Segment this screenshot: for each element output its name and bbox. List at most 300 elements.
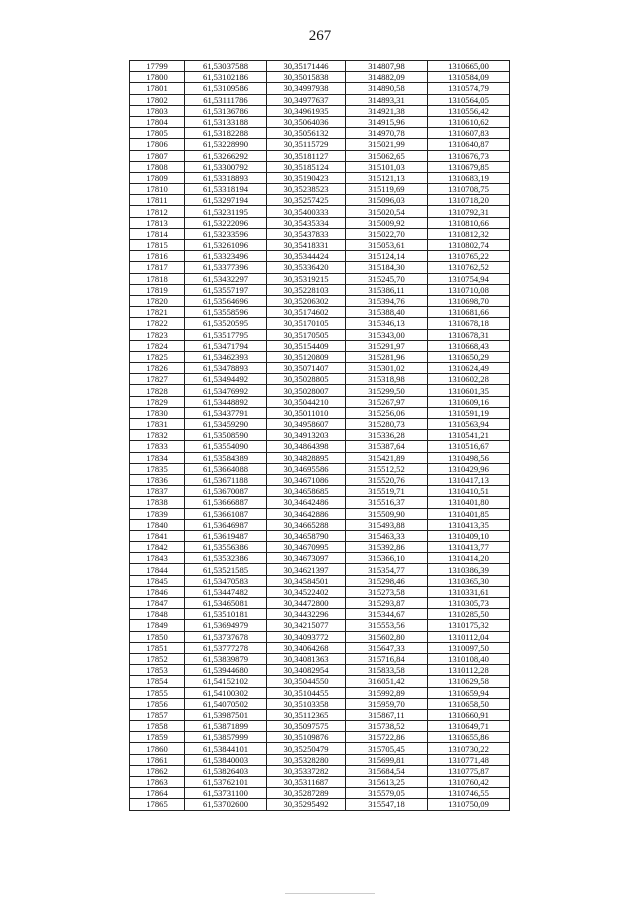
point-number-cell: 17822 <box>130 318 185 329</box>
longitude-cell: 30,34064268 <box>267 642 346 653</box>
y-coordinate-cell: 1310417,13 <box>428 474 510 485</box>
x-coordinate-cell: 314807,98 <box>346 61 428 72</box>
point-number-cell: 17818 <box>130 273 185 284</box>
x-coordinate-cell: 315021,99 <box>346 139 428 150</box>
longitude-cell: 30,35185124 <box>267 161 346 172</box>
point-number-cell: 17801 <box>130 83 185 94</box>
x-coordinate-cell: 315959,70 <box>346 698 428 709</box>
y-coordinate-cell: 1310563,94 <box>428 419 510 430</box>
point-number-cell: 17804 <box>130 116 185 127</box>
table-row <box>130 251 510 262</box>
table-row <box>130 754 510 765</box>
point-number-cell: 17826 <box>130 363 185 374</box>
table-row <box>130 486 510 497</box>
x-coordinate-cell: 315520,76 <box>346 474 428 485</box>
latitude-cell: 61,53297194 <box>185 195 267 206</box>
point-number-cell: 17864 <box>130 788 185 799</box>
y-coordinate-cell: 1310305,73 <box>428 598 510 609</box>
y-coordinate-cell: 1310659,94 <box>428 687 510 698</box>
longitude-cell: 30,34081363 <box>267 653 346 664</box>
table-row <box>130 340 510 351</box>
table-row <box>130 83 510 94</box>
y-coordinate-cell: 1310410,51 <box>428 486 510 497</box>
latitude-cell: 61,53478893 <box>185 363 267 374</box>
y-coordinate-cell: 1310414,20 <box>428 553 510 564</box>
table-row <box>130 598 510 609</box>
latitude-cell: 61,54070502 <box>185 698 267 709</box>
x-coordinate-cell: 315062,65 <box>346 150 428 161</box>
y-coordinate-cell: 1310331,61 <box>428 586 510 597</box>
longitude-cell: 30,34658685 <box>267 486 346 497</box>
y-coordinate-cell: 1310640,87 <box>428 139 510 150</box>
longitude-cell: 30,35257425 <box>267 195 346 206</box>
point-number-cell: 17841 <box>130 530 185 541</box>
latitude-cell: 61,53494492 <box>185 374 267 385</box>
latitude-cell: 61,53694979 <box>185 620 267 631</box>
y-coordinate-cell: 1310386,39 <box>428 564 510 575</box>
x-coordinate-cell: 315245,70 <box>346 273 428 284</box>
y-coordinate-cell: 1310810,66 <box>428 217 510 228</box>
longitude-cell: 30,34828895 <box>267 452 346 463</box>
latitude-cell: 61,53646987 <box>185 519 267 530</box>
y-coordinate-cell: 1310679,85 <box>428 161 510 172</box>
latitude-cell: 61,53670087 <box>185 486 267 497</box>
x-coordinate-cell: 315705,45 <box>346 743 428 754</box>
table-row <box>130 307 510 318</box>
longitude-cell: 30,35437833 <box>267 228 346 239</box>
longitude-cell: 30,34472800 <box>267 598 346 609</box>
point-number-cell: 17838 <box>130 497 185 508</box>
x-coordinate-cell: 315992,89 <box>346 687 428 698</box>
latitude-cell: 61,53231195 <box>185 206 267 217</box>
x-coordinate-cell: 316051,42 <box>346 676 428 687</box>
table-row <box>130 172 510 183</box>
point-number-cell: 17865 <box>130 799 185 810</box>
latitude-cell: 61,53266292 <box>185 150 267 161</box>
y-coordinate-cell: 1310413,77 <box>428 542 510 553</box>
latitude-cell: 61,53432297 <box>185 273 267 284</box>
point-number-cell: 17849 <box>130 620 185 631</box>
table-row <box>130 217 510 228</box>
point-number-cell: 17828 <box>130 385 185 396</box>
x-coordinate-cell: 315366,10 <box>346 553 428 564</box>
y-coordinate-cell: 1310610,62 <box>428 116 510 127</box>
longitude-cell: 30,34913203 <box>267 430 346 441</box>
point-number-cell: 17830 <box>130 407 185 418</box>
y-coordinate-cell: 1310175,32 <box>428 620 510 631</box>
y-coordinate-cell: 1310112,04 <box>428 631 510 642</box>
table-row <box>130 665 510 676</box>
x-coordinate-cell: 314970,78 <box>346 128 428 139</box>
latitude-cell: 61,53664088 <box>185 463 267 474</box>
point-number-cell: 17799 <box>130 61 185 72</box>
x-coordinate-cell: 315299,50 <box>346 385 428 396</box>
table-row <box>130 419 510 430</box>
latitude-cell: 61,53558596 <box>185 307 267 318</box>
longitude-cell: 30,34522402 <box>267 586 346 597</box>
latitude-cell: 61,53564696 <box>185 295 267 306</box>
table-row <box>130 318 510 329</box>
longitude-cell: 30,34977637 <box>267 94 346 105</box>
x-coordinate-cell: 315547,18 <box>346 799 428 810</box>
latitude-cell: 61,53944680 <box>185 665 267 676</box>
latitude-cell: 61,53459290 <box>185 419 267 430</box>
x-coordinate-cell: 315280,73 <box>346 419 428 430</box>
table-row <box>130 564 510 575</box>
y-coordinate-cell: 1310660,91 <box>428 709 510 720</box>
point-number-cell: 17832 <box>130 430 185 441</box>
table-row <box>130 553 510 564</box>
point-number-cell: 17839 <box>130 508 185 519</box>
y-coordinate-cell: 1310668,43 <box>428 340 510 351</box>
x-coordinate-cell: 314915,96 <box>346 116 428 127</box>
point-number-cell: 17816 <box>130 251 185 262</box>
y-coordinate-cell: 1310541,21 <box>428 430 510 441</box>
longitude-cell: 30,35044550 <box>267 676 346 687</box>
table-row <box>130 195 510 206</box>
latitude-cell: 61,53476992 <box>185 385 267 396</box>
x-coordinate-cell: 315354,77 <box>346 564 428 575</box>
table-row <box>130 262 510 273</box>
point-number-cell: 17861 <box>130 754 185 765</box>
longitude-cell: 30,35071407 <box>267 363 346 374</box>
point-number-cell: 17835 <box>130 463 185 474</box>
point-number-cell: 17821 <box>130 307 185 318</box>
y-coordinate-cell: 1310516,67 <box>428 441 510 452</box>
latitude-cell: 61,53470583 <box>185 575 267 586</box>
point-number-cell: 17823 <box>130 329 185 340</box>
table-row <box>130 396 510 407</box>
x-coordinate-cell: 315553,56 <box>346 620 428 631</box>
table-row <box>130 631 510 642</box>
y-coordinate-cell: 1310655,86 <box>428 732 510 743</box>
table-row <box>130 116 510 127</box>
page-number: 267 <box>308 28 332 44</box>
point-number-cell: 17843 <box>130 553 185 564</box>
longitude-cell: 30,34673097 <box>267 553 346 564</box>
table-row <box>130 94 510 105</box>
table-row <box>130 228 510 239</box>
x-coordinate-cell: 315738,52 <box>346 721 428 732</box>
x-coordinate-cell: 315699,81 <box>346 754 428 765</box>
longitude-cell: 30,35228103 <box>267 284 346 295</box>
point-number-cell: 17817 <box>130 262 185 273</box>
table-row <box>130 329 510 340</box>
y-coordinate-cell: 1310365,30 <box>428 575 510 586</box>
latitude-cell: 61,53826403 <box>185 765 267 776</box>
y-coordinate-cell: 1310730,22 <box>428 743 510 754</box>
point-number-cell: 17810 <box>130 184 185 195</box>
x-coordinate-cell: 315394,76 <box>346 295 428 306</box>
latitude-cell: 61,53517795 <box>185 329 267 340</box>
longitude-cell: 30,34658790 <box>267 530 346 541</box>
x-coordinate-cell: 315096,03 <box>346 195 428 206</box>
point-number-cell: 17806 <box>130 139 185 150</box>
latitude-cell: 61,53857999 <box>185 732 267 743</box>
x-coordinate-cell: 315336,28 <box>346 430 428 441</box>
x-coordinate-cell: 315613,25 <box>346 777 428 788</box>
latitude-cell: 61,53987501 <box>185 709 267 720</box>
latitude-cell: 61,53508590 <box>185 430 267 441</box>
y-coordinate-cell: 1310683,19 <box>428 172 510 183</box>
point-number-cell: 17820 <box>130 295 185 306</box>
point-number-cell: 17802 <box>130 94 185 105</box>
x-coordinate-cell: 315256,06 <box>346 407 428 418</box>
y-coordinate-cell: 1310584,09 <box>428 72 510 83</box>
y-coordinate-cell: 1310678,18 <box>428 318 510 329</box>
point-number-cell: 17834 <box>130 452 185 463</box>
x-coordinate-cell: 315273,58 <box>346 586 428 597</box>
table-row <box>130 407 510 418</box>
table-row <box>130 508 510 519</box>
latitude-cell: 61,53556386 <box>185 542 267 553</box>
latitude-cell: 61,53318194 <box>185 184 267 195</box>
longitude-cell: 30,35181127 <box>267 150 346 161</box>
table-row <box>130 676 510 687</box>
longitude-cell: 30,34082954 <box>267 665 346 676</box>
longitude-cell: 30,35109876 <box>267 732 346 743</box>
x-coordinate-cell: 315516,37 <box>346 497 428 508</box>
latitude-cell: 61,53462393 <box>185 351 267 362</box>
x-coordinate-cell: 315602,80 <box>346 631 428 642</box>
point-number-cell: 17851 <box>130 642 185 653</box>
table-row <box>130 519 510 530</box>
longitude-cell: 30,35287289 <box>267 788 346 799</box>
x-coordinate-cell: 315293,87 <box>346 598 428 609</box>
table-row <box>130 72 510 83</box>
latitude-cell: 61,53839879 <box>185 653 267 664</box>
point-number-cell: 17848 <box>130 609 185 620</box>
longitude-cell: 30,35154409 <box>267 340 346 351</box>
scan-artifact-line <box>285 893 375 894</box>
table-row <box>130 295 510 306</box>
point-number-cell: 17814 <box>130 228 185 239</box>
latitude-cell: 61,53521585 <box>185 564 267 575</box>
y-coordinate-cell: 1310775,87 <box>428 765 510 776</box>
longitude-cell: 30,34961935 <box>267 105 346 116</box>
table-row <box>130 777 510 788</box>
latitude-cell: 61,53233596 <box>185 228 267 239</box>
y-coordinate-cell: 1310746,55 <box>428 788 510 799</box>
latitude-cell: 61,53102186 <box>185 72 267 83</box>
x-coordinate-cell: 315343,00 <box>346 329 428 340</box>
table-row <box>130 463 510 474</box>
longitude-cell: 30,35400333 <box>267 206 346 217</box>
table-row <box>130 474 510 485</box>
y-coordinate-cell: 1310678,31 <box>428 329 510 340</box>
longitude-cell: 30,35337282 <box>267 765 346 776</box>
point-number-cell: 17811 <box>130 195 185 206</box>
longitude-cell: 30,35336420 <box>267 262 346 273</box>
latitude-cell: 61,53471794 <box>185 340 267 351</box>
point-number-cell: 17831 <box>130 419 185 430</box>
y-coordinate-cell: 1310429,96 <box>428 463 510 474</box>
table-row <box>130 743 510 754</box>
longitude-cell: 30,34997938 <box>267 83 346 94</box>
longitude-cell: 30,34093772 <box>267 631 346 642</box>
x-coordinate-cell: 315009,92 <box>346 217 428 228</box>
point-number-cell: 17856 <box>130 698 185 709</box>
x-coordinate-cell: 315022,70 <box>346 228 428 239</box>
point-number-cell: 17863 <box>130 777 185 788</box>
y-coordinate-cell: 1310601,35 <box>428 385 510 396</box>
table-row <box>130 273 510 284</box>
latitude-cell: 61,53844101 <box>185 743 267 754</box>
y-coordinate-cell: 1310629,58 <box>428 676 510 687</box>
longitude-cell: 30,35295492 <box>267 799 346 810</box>
x-coordinate-cell: 315344,67 <box>346 609 428 620</box>
table-row <box>130 128 510 139</box>
point-number-cell: 17860 <box>130 743 185 754</box>
point-number-cell: 17805 <box>130 128 185 139</box>
x-coordinate-cell: 315281,96 <box>346 351 428 362</box>
longitude-cell: 30,35250479 <box>267 743 346 754</box>
table-row <box>130 374 510 385</box>
x-coordinate-cell: 314882,09 <box>346 72 428 83</box>
longitude-cell: 30,34642886 <box>267 508 346 519</box>
x-coordinate-cell: 315684,54 <box>346 765 428 776</box>
point-number-cell: 17809 <box>130 172 185 183</box>
longitude-cell: 30,35328280 <box>267 754 346 765</box>
x-coordinate-cell: 315392,86 <box>346 542 428 553</box>
latitude-cell: 61,53584389 <box>185 452 267 463</box>
x-coordinate-cell: 315579,05 <box>346 788 428 799</box>
latitude-cell: 61,53666887 <box>185 497 267 508</box>
latitude-cell: 61,53318893 <box>185 172 267 183</box>
x-coordinate-cell: 314890,58 <box>346 83 428 94</box>
table-row <box>130 709 510 720</box>
table-row <box>130 575 510 586</box>
x-coordinate-cell: 314921,38 <box>346 105 428 116</box>
table-row <box>130 240 510 251</box>
point-number-cell: 17815 <box>130 240 185 251</box>
longitude-cell: 30,34432296 <box>267 609 346 620</box>
x-coordinate-cell: 315124,14 <box>346 251 428 262</box>
table-row <box>130 698 510 709</box>
y-coordinate-cell: 1310718,20 <box>428 195 510 206</box>
table-row <box>130 530 510 541</box>
longitude-cell: 30,35028805 <box>267 374 346 385</box>
latitude-cell: 61,53702600 <box>185 799 267 810</box>
y-coordinate-cell: 1310750,09 <box>428 799 510 810</box>
table-row <box>130 542 510 553</box>
y-coordinate-cell: 1310409,10 <box>428 530 510 541</box>
longitude-cell: 30,35418331 <box>267 240 346 251</box>
longitude-cell: 30,35028007 <box>267 385 346 396</box>
latitude-cell: 61,53323496 <box>185 251 267 262</box>
point-number-cell: 17847 <box>130 598 185 609</box>
y-coordinate-cell: 1310602,28 <box>428 374 510 385</box>
table-row <box>130 139 510 150</box>
latitude-cell: 61,53228990 <box>185 139 267 150</box>
latitude-cell: 61,53465081 <box>185 598 267 609</box>
latitude-cell: 61,54100302 <box>185 687 267 698</box>
point-number-cell: 17842 <box>130 542 185 553</box>
point-number-cell: 17807 <box>130 150 185 161</box>
longitude-cell: 30,35112365 <box>267 709 346 720</box>
table-row <box>130 385 510 396</box>
y-coordinate-cell: 1310762,52 <box>428 262 510 273</box>
point-number-cell: 17824 <box>130 340 185 351</box>
y-coordinate-cell: 1310765,22 <box>428 251 510 262</box>
latitude-cell: 61,53261096 <box>185 240 267 251</box>
table-row <box>130 184 510 195</box>
y-coordinate-cell: 1310498,56 <box>428 452 510 463</box>
y-coordinate-cell: 1310401,85 <box>428 508 510 519</box>
table-row <box>130 799 510 810</box>
x-coordinate-cell: 315833,58 <box>346 665 428 676</box>
longitude-cell: 30,34695586 <box>267 463 346 474</box>
latitude-cell: 61,53762101 <box>185 777 267 788</box>
x-coordinate-cell: 315318,98 <box>346 374 428 385</box>
x-coordinate-cell: 315184,30 <box>346 262 428 273</box>
y-coordinate-cell: 1310574,79 <box>428 83 510 94</box>
y-coordinate-cell: 1310556,42 <box>428 105 510 116</box>
table-row <box>130 497 510 508</box>
y-coordinate-cell: 1310710,08 <box>428 284 510 295</box>
table-row <box>130 788 510 799</box>
x-coordinate-cell: 315346,13 <box>346 318 428 329</box>
x-coordinate-cell: 315493,88 <box>346 519 428 530</box>
x-coordinate-cell: 315388,40 <box>346 307 428 318</box>
x-coordinate-cell: 315509,90 <box>346 508 428 519</box>
table-row <box>130 61 510 72</box>
point-number-cell: 17812 <box>130 206 185 217</box>
point-number-cell: 17829 <box>130 396 185 407</box>
longitude-cell: 30,34670995 <box>267 542 346 553</box>
y-coordinate-cell: 1310771,48 <box>428 754 510 765</box>
table-row <box>130 105 510 116</box>
latitude-cell: 61,53037588 <box>185 61 267 72</box>
latitude-cell: 61,53300792 <box>185 161 267 172</box>
latitude-cell: 61,53182288 <box>185 128 267 139</box>
longitude-cell: 30,34642486 <box>267 497 346 508</box>
longitude-cell: 30,34671086 <box>267 474 346 485</box>
longitude-cell: 30,34665288 <box>267 519 346 530</box>
y-coordinate-cell: 1310649,71 <box>428 721 510 732</box>
latitude-cell: 61,53532386 <box>185 553 267 564</box>
x-coordinate-cell: 315386,11 <box>346 284 428 295</box>
table-row <box>130 765 510 776</box>
x-coordinate-cell: 314893,31 <box>346 94 428 105</box>
longitude-cell: 30,34864398 <box>267 441 346 452</box>
y-coordinate-cell: 1310609,16 <box>428 396 510 407</box>
point-number-cell: 17827 <box>130 374 185 385</box>
y-coordinate-cell: 1310658,50 <box>428 698 510 709</box>
point-number-cell: 17846 <box>130 586 185 597</box>
longitude-cell: 30,35344424 <box>267 251 346 262</box>
longitude-cell: 30,35311687 <box>267 777 346 788</box>
point-number-cell: 17844 <box>130 564 185 575</box>
latitude-cell: 61,53133188 <box>185 116 267 127</box>
table-row <box>130 732 510 743</box>
point-number-cell: 17857 <box>130 709 185 720</box>
y-coordinate-cell: 1310564,05 <box>428 94 510 105</box>
x-coordinate-cell: 315867,11 <box>346 709 428 720</box>
latitude-cell: 61,53437791 <box>185 407 267 418</box>
longitude-cell: 30,35103358 <box>267 698 346 709</box>
table-row <box>130 150 510 161</box>
longitude-cell: 30,35104455 <box>267 687 346 698</box>
point-number-cell: 17850 <box>130 631 185 642</box>
latitude-cell: 61,54152102 <box>185 676 267 687</box>
point-number-cell: 17862 <box>130 765 185 776</box>
point-number-cell: 17840 <box>130 519 185 530</box>
y-coordinate-cell: 1310676,73 <box>428 150 510 161</box>
latitude-cell: 61,53520595 <box>185 318 267 329</box>
latitude-cell: 61,53557197 <box>185 284 267 295</box>
table-row <box>130 620 510 631</box>
